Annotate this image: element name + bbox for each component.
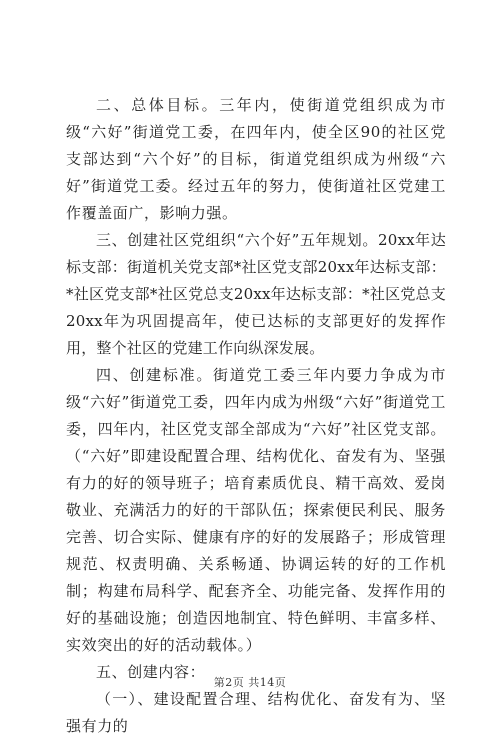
paragraph-five-year-plan: 三、创建社区党组织“六个好”五年规划。20xx年达标支部：街道机关党支部*社区党支部20xx年达标支部：*社区党支部*社区党总支20xx年达标支部：*社区党总支20xx年为巩固提高年，使已达标的支部更好的发挥作用，整个社区的党建工作向纵深发展。 xyxy=(66,231,446,357)
paragraph-overall-goal: 二、总体目标。三年内，使街道党组织成为市级“六好”街道党工委，在四年内，使全区90的社区党支部达到“六个好”的目标，街道党组织成为州级“六好”街道党工委。经过五年的努力，使街道社区党建工作覆盖面广，影响力强。 xyxy=(66,96,446,222)
paragraph-creation-content-heading: 五、创建内容： xyxy=(96,663,206,681)
paragraph-creation-standard: 四、创建标准。街道党工委三年内要力争成为市级“六好”街道党工委，四年内成为州级“六好”街道党工委，四年内，社区党支部全部成为“六好”社区党支部。（“六好”即建设配置合理、结构优化、奋发有为、坚强有力的好的领导班子；培育素质优良、精干高效、爱岗敬业、充满活力的好的干部队伍；探索便民利民、服务完善、切合实际、健康有序的好的发展路子；形成管理规范、权责明确、关系畅通、协调运转的好的工作机制；构建布局科学、配套齐全、功能完备、发挥作用的好的基础设施；创造因地制宜、特色鲜明、丰富多样、实效突出的好的活动载体。） xyxy=(66,366,446,654)
page-number-footer: 第2页 共14页 xyxy=(213,676,287,689)
document-body xyxy=(66,92,446,740)
paragraph-subsection-one: （一）、建设配置合理、结构优化、奋发有为、坚强有力的 xyxy=(66,690,446,735)
